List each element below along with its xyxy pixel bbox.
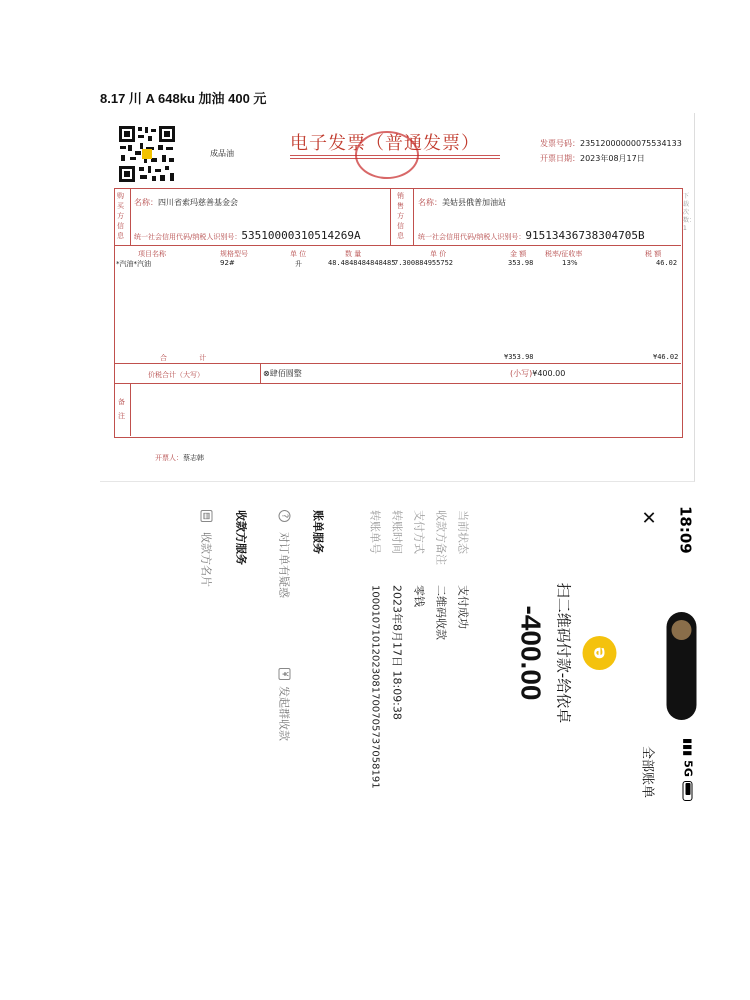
buyer-section-label: 购买方信息 <box>117 192 124 240</box>
invoice-number-label: 发票号码： <box>540 139 580 148</box>
column-header-unit: 单 位 <box>290 250 307 258</box>
invoice-number <box>540 138 682 149</box>
qr-code-icon <box>118 125 176 183</box>
item-amount: 353.98 <box>508 259 534 267</box>
electronic-invoice <box>100 113 695 482</box>
detail-label: 转账时间 <box>390 510 404 554</box>
grand-total-label: 价税合计（大写） <box>148 371 204 379</box>
divider <box>130 383 131 436</box>
grand-total-words: ⊗肆佰圆整 <box>263 369 302 378</box>
payee-card-label: 收款方名片 <box>199 532 213 587</box>
payment-details <box>365 510 475 810</box>
grand-total-figure <box>510 368 565 379</box>
divider <box>114 363 681 364</box>
seller-tax-value: 91513436738304705B <box>525 229 645 242</box>
buyer-tax-value: 53510000310514269A <box>241 229 361 242</box>
detail-label: 转账单号 <box>368 510 382 554</box>
column-header-amount: 金 额 <box>510 250 527 258</box>
merchant-avatar: ǝ <box>583 636 617 670</box>
item-tax-rate: 13% <box>562 259 578 267</box>
column-header-tax: 税 额 <box>645 250 662 258</box>
status-time: 18:09 <box>676 506 695 554</box>
network-label: 5G <box>681 760 695 777</box>
seller-tax-label: 统一社会信用代码/纳税人识别号： <box>418 233 526 241</box>
battery-icon <box>683 781 693 801</box>
all-bills-link[interactable]: 全部账单 <box>639 746 655 799</box>
divider <box>260 363 261 383</box>
invoice-date <box>540 153 645 164</box>
total-label: 合 计 <box>160 354 207 362</box>
doubt-order-label: 对订单有疑惑 <box>277 532 291 598</box>
divider <box>413 188 414 245</box>
issuer-value: 蔡志韩 <box>183 454 204 462</box>
invoice-number-value: 23512000000075534133 <box>580 139 682 148</box>
buyer-name-value: 四川省索玛慈善基金会 <box>158 198 238 207</box>
media-thumbnail <box>672 620 692 640</box>
seller-section-label: 销售方信息 <box>397 192 404 240</box>
detail-row <box>453 510 475 810</box>
card-icon: ▤ <box>201 510 213 522</box>
column-header-price: 单 价 <box>430 250 447 258</box>
status-indicators <box>682 738 695 801</box>
item-unit: 升 <box>295 260 302 268</box>
bill-service-heading: 账单服务 <box>311 510 325 554</box>
seller-name-label: 名称： <box>418 198 442 207</box>
buyer-name <box>134 197 238 208</box>
detail-row <box>409 510 431 810</box>
grand-small-label: (小写) <box>510 369 533 378</box>
phone-screen <box>100 488 705 818</box>
item-unit-price: 7.300884955752 <box>394 259 454 267</box>
invoice-date-value: 2023年08月17日 <box>580 154 645 163</box>
column-header-item: 项目名称 <box>138 250 166 258</box>
seller-name <box>418 197 506 208</box>
column-header-spec: 规格型号 <box>220 250 248 258</box>
group-collect-label: 发起群收款 <box>277 686 291 741</box>
divider <box>114 383 681 384</box>
payment-amount: -400.00 <box>515 605 547 701</box>
issuer <box>155 453 204 463</box>
download-count: 下载次数：1 <box>683 193 696 232</box>
total-amount: ¥353.98 <box>504 353 534 361</box>
page-caption: 8.17 川 A 648ku 加油 400 元 <box>100 91 267 106</box>
detail-value: 2023年8月17日 18:09:38 <box>390 585 404 720</box>
detail-row <box>431 510 453 810</box>
grand-small-value: ¥400.00 <box>532 369 566 378</box>
total-tax: ¥46.02 <box>653 353 679 361</box>
signal-icon: ▮▮▮ <box>681 738 695 757</box>
invoice-date-label: 开票日期： <box>540 154 580 163</box>
detail-value: 零钱 <box>412 585 426 607</box>
detail-row <box>387 510 409 810</box>
detail-label: 支付方式 <box>412 510 426 554</box>
payment-receipt-screenshot <box>100 488 705 818</box>
detail-row <box>365 510 387 810</box>
divider <box>390 188 391 245</box>
seller-tax-id <box>418 224 645 243</box>
merchant-name: 扫二维码付款-给依卓 <box>554 582 573 724</box>
group-collect-button[interactable] <box>277 668 293 741</box>
detail-label: 当前状态 <box>456 510 470 554</box>
doubt-order-button[interactable] <box>277 510 293 598</box>
divider <box>114 245 681 246</box>
payee-service-heading: 收款方服务 <box>234 510 248 565</box>
item-spec: 92# <box>220 259 235 267</box>
remark-label: 备注 <box>118 398 125 420</box>
item-name: *汽油*汽油 <box>116 260 151 268</box>
buyer-tax-id <box>134 224 361 243</box>
detail-label: 收款方备注 <box>434 510 448 565</box>
detail-value: 支付成功 <box>456 585 470 629</box>
buyer-tax-label: 统一社会信用代码/纳税人识别号： <box>134 233 242 241</box>
divider <box>130 188 131 245</box>
detail-value: 二维码收款 <box>434 585 448 640</box>
official-seal <box>355 131 419 179</box>
issuer-label: 开票人： <box>155 454 183 462</box>
item-tax: 46.02 <box>656 259 678 267</box>
buyer-name-label: 名称： <box>134 198 158 207</box>
column-header-tax-rate: 税率/征收率 <box>545 250 583 258</box>
column-header-quantity: 数 量 <box>345 250 362 258</box>
item-quantity: 48.4848484848485 <box>328 259 396 267</box>
detail-value: 1000107101202308170070573705819​1 <box>370 585 381 789</box>
seller-name-value: 美姑县俄普加油站 <box>442 198 506 207</box>
invoice-category: 成品油 <box>210 149 234 158</box>
question-icon: ? <box>279 510 291 522</box>
invoice-title: 电子发票（普通发票） <box>290 133 480 154</box>
close-icon[interactable]: ✕ <box>637 510 659 526</box>
group-pay-icon: ¥ <box>279 668 291 680</box>
dynamic-island <box>667 612 697 720</box>
payee-card-button[interactable] <box>199 510 215 587</box>
